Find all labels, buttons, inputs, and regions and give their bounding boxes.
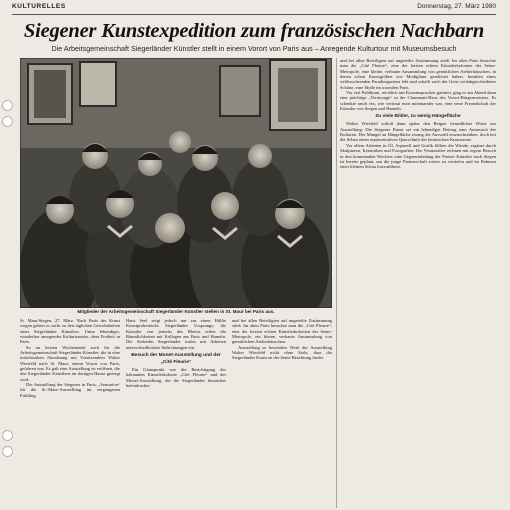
paragraph: So an letzten Wochenende auch für die Arbeitsgemeinschaft Siegerländer Künstler, die in eine mittelstarken Abordnung mit Vorsitzendem Walter Wiesfeld nach St. Maur, einem Vorort von Paris, gefahren war. Es galt eine Ausstellung zu eröffnen, die den Siegerländer Künstlern im dortigen Hause gezeigt wird. bbox=[20, 344, 120, 382]
page-header bbox=[12, 2, 496, 15]
issue-date: Donnerstag, 27. März 1980 bbox=[417, 3, 496, 10]
binder-hole bbox=[2, 100, 13, 111]
paragraph: St. Maur/Siegen, 27. März. Nach Paris der Kunst wegen gehört es nicht zu den täglichen Gewohnheiten eines Siegerländer Künstlers. Umso lebendiger, wunderbar anregender Kulturtransfer, dem Freiheit in Paris. bbox=[20, 318, 120, 345]
paragraph: Vor allem Arbeiten in Öl, Aquarell und Grafik füllten die Wände, ergänzt durch Skulpturen, Keramiken und Fotografien. Die Veranstalter rechnen mit regem Besuch in den kommenden Wochen; eine Gegeneinladung der Pariser Künstler nach Siegen ist bereits geplant, um die junge Partnerschaft weiter zu vertiefen und im Rahmen einer kleinen Schau fortzuführen. bbox=[340, 142, 496, 170]
paragraph: Walter Wiesfeld schloß dann später den Reigen freundlicher Worte zur Ausstellung: Die Siegener Kunst sei ein lebendiger Beitrag zum Austausch der Kulturen. Der Mangel an Hängefläche zwang die Auswahl einzuschränken, doch bot die Schau einen repräsentativen Querschnitt der heimischen Kunstszene. bbox=[340, 121, 496, 143]
paragraph: Haus Seel zeigt jedoch nur zur einen Hälfte Kunstprobestücke Siegerländer Ursprungs; die Künstler von jenseits des Rheins teilen die Räumlichkeiten mit Kollegen aus Paris und Hameln. Die Siebzehn Siegerländer trafen mit Arbeiten unterschiedlichster Stilrichtungen ein. bbox=[126, 318, 226, 350]
section-rubric: KULTURELLES bbox=[12, 3, 66, 10]
text-column-4 bbox=[340, 58, 496, 508]
section-subhead: Zu viele Bilder, zu wenig Hängefläche bbox=[375, 114, 461, 120]
group-photo-image bbox=[20, 58, 332, 308]
section-subhead: Besuch der Monet-Ausstellung und der „Cité Fleurie“ bbox=[131, 353, 221, 366]
column-divider bbox=[336, 58, 337, 508]
paragraph: und bei allen Beteiligten auf ungeteilte Zustimmung stieß: Im alten Paris besuchte man die „Cité Fleurie“, eine der letzten echten Künstlerkolonien der Seine-Metropole, eine kleine, verbaute Ansammlung von gemütlichen Atelierhäuschen, in denen schon Kunstgrößen wie Modigliani gearbeitet haben. Inmitten eines wildwuchernden Paradiesgartens lebt und schafft auch der Geist weltabgeschiedener Schöne, eine Idylle im tosenden Paris. bbox=[340, 58, 496, 90]
paragraph: Die Ausstellung der Siegener in Paris, „Sensation“ für die St.-Maur-Ausstellung im vergangenen Frühling. bbox=[20, 382, 120, 398]
paragraph: Vor viel Publikum, reichlich mit Kurzansprachen garniert, ging es am Abend dann eine prächtige „Vernissage“ in der Charmanti-Haus des Vorort-Bürgermeisters. Es schenkte rasch ein, wie vertraut man miteinander war, eine neue Freundschaft der Künstler von Siegen und Hameln. bbox=[340, 90, 496, 112]
article-subheadline: Die Arbeitsgemeinschaft Siegerländer Künstler stellt in einem Vorort von Paris aus – Anregende Kulturtour mit Museumsbesuch bbox=[51, 44, 457, 53]
paragraph: Ein Glanzpunkt war die Besichtigung der bekannten Künstlerkolonie „Cité Fleurie“ und der Monet-Ausstellung, die die Siegerländer besonders beeindruckte. bbox=[126, 367, 226, 389]
binder-hole bbox=[2, 430, 13, 441]
paragraph: Ausstellung so besonders Werk der Ausstellung Walter Wiesfeld nicht ohne Stolz, dass die Siegerländer Kunst an der Seine Beachtung findet. bbox=[232, 344, 332, 361]
paragraph: und bei allen Beteiligten auf ungeteilte Zustimmung stieß. Im alten Paris besuchte man die „Cité Fleurie“, eine der letzten echten Künstlerkolonien der Seine-Metropole, ein kleine, verbaute Ansammlung von gemütlichen Atelierhäuschen. bbox=[232, 318, 332, 345]
text-column-1 bbox=[20, 318, 120, 508]
photo-caption: Mitglieder der Arbeitsgemeinschaft Siegerländer Künstler stellen in St. Maur bei Paris aus. bbox=[77, 309, 275, 314]
group-photo bbox=[20, 58, 332, 308]
binder-hole bbox=[2, 446, 13, 457]
text-column-3 bbox=[232, 318, 332, 508]
article-headline: Siegener Kunstexpedition zum französischen Nachbarn bbox=[23, 20, 485, 42]
binder-holes bbox=[2, 0, 12, 510]
binder-hole bbox=[2, 116, 13, 127]
text-column-2 bbox=[126, 318, 226, 508]
